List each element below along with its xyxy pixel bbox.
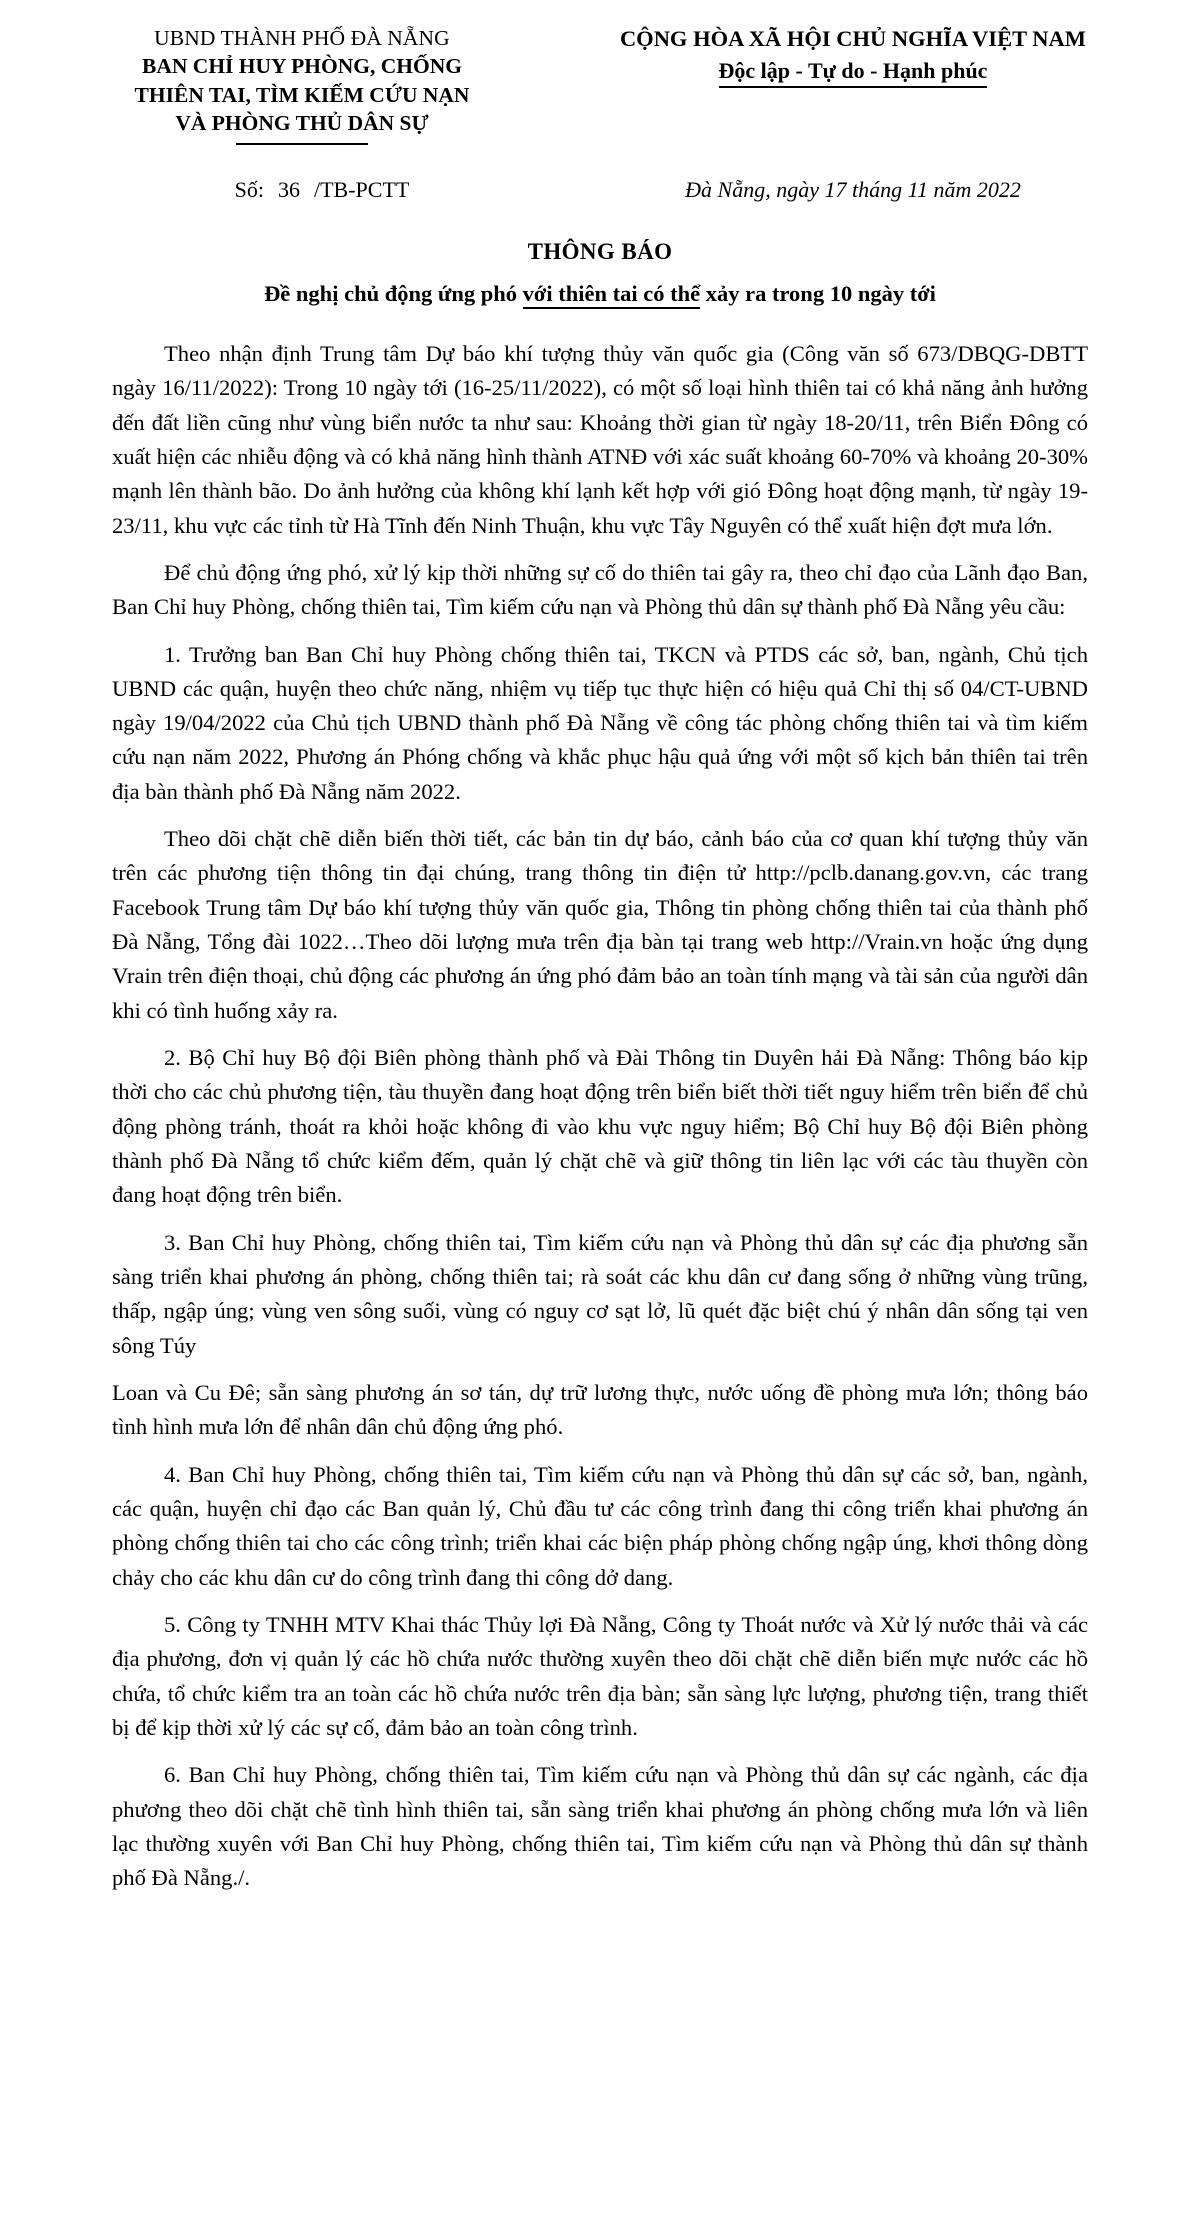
committee-name-line-2: THIÊN TAI, TÌM KIẾM CỨU NẠN <box>134 82 470 107</box>
body-paragraph: 5. Công ty TNHH MTV Khai thác Thủy lợi Đà Nẵng, Công ty Thoát nước và Xử lý nước thải và các địa phương, đơn vị quản lý các hồ chứa nước thường xuyên theo dõi chặt chẽ diễn biến mực nước các hồ chứa, tổ chức kiểm tra an toàn các hồ chứa nước trên địa bàn; sẵn sàng lực lượng, phương tiện, trang thiết bị để kịp thời xử lý các sự cố, đảm bảo an toàn công trình. <box>112 1612 1088 1741</box>
title-block <box>112 239 1088 309</box>
document-number-value: 36 <box>278 176 300 202</box>
header-divider-rule <box>236 143 368 145</box>
subtitle-underlined-part: với thiên tai có thể <box>523 281 700 309</box>
national-title: CỘNG HÒA XÃ HỘI CHỦ NGHĨA VIỆT NAM <box>619 26 1087 51</box>
document-type-title: THÔNG BÁO <box>527 238 673 264</box>
document-number-suffix: /TB-PCTT <box>314 176 410 202</box>
document-number-label: Số: <box>234 176 264 202</box>
national-motto: Độc lập - Tự do - Hạnh phúc <box>719 56 988 88</box>
committee-name-line-1: BAN CHỈ HUY PHÒNG, CHỐNG <box>142 54 462 79</box>
body-paragraph: 4. Ban Chỉ huy Phòng, chống thiên tai, Tìm kiếm cứu nạn và Phòng thủ dân sự các sở, ban, ngành, các quận, huyện chỉ đạo các Ban quản lý, Chủ đầu tư các công trình đang thi công triển khai phương án phòng chống thiên tai cho các công trình; triển khai các biện pháp phòng chống ngập úng, khơi thông dòng chảy cho các khu dân cư do công trình đang thi công dở dang. <box>112 1461 1088 1590</box>
subtitle-part-1: Đề nghị chủ động ứng phó <box>264 280 523 306</box>
body-paragraph: 3. Ban Chỉ huy Phòng, chống thiên tai, Tìm kiếm cứu nạn và Phòng thủ dân sự các địa phương sẵn sàng triển khai phương án phòng, chống thiên tai; rà soát các khu dân cư đang sống ở những vùng trũng, thấp, ngập úng; vùng ven sông suối, vùng có nguy cơ sạt lở, lũ quét đặc biệt chú ý nhân dân sống tại ven sông Túy <box>112 1229 1088 1358</box>
body-paragraph: Loan và Cu Đê; sẵn sàng phương án sơ tán, dự trữ lương thực, nước uống đề phòng mưa lớn; thông báo tình hình mưa lớn để nhân dân chủ động ứng phó. <box>112 1380 1088 1440</box>
body-paragraph: Theo dõi chặt chẽ diễn biến thời tiết, các bản tin dự báo, cảnh báo của cơ quan khí tượng thủy văn trên các phương tiện thông tin đại chúng, trang thông tin điện tử http://pclb.danang.gov.vn, các trang Facebook Trung tâm Dự báo khí tượng thủy văn quốc gia, Thông tin phòng chống thiên tai của thành phố Đà Nẵng, Tổng đài 1022…Theo dõi lượng mưa trên địa bàn tại trang web http://Vrain.vn hoặc ứng dụng Vrain trên điện thoại, chủ động các phương án ứng phó đảm bảo an toàn tính mạng và tài sản của người dân khi có tình huống xảy ra. <box>112 826 1088 1023</box>
document-number <box>112 177 532 203</box>
national-header-block <box>618 24 1088 88</box>
body-paragraph: 1. Trưởng ban Ban Chỉ huy Phòng chống thiên tai, TKCN và PTDS các sở, ban, ngành, Chủ tịch UBND các quận, huyện theo chức năng, nhiệm vụ tiếp tục thực hiện có hiệu quả Chỉ thị số 04/CT-UBND ngày 19/04/2022 của Chủ tịch UBND thành phố Đà Nẵng về công tác phòng chống thiên tai và tìm kiếm cứu nạn năm 2022, Phương án Phóng chống và khắc phục hậu quả ứng với một số kịch bản thiên tai trên địa bàn thành phố Đà Nẵng năm 2022. <box>112 641 1088 804</box>
subtitle-part-3: xảy ra trong 10 ngày tới <box>700 280 936 306</box>
body-paragraph: Để chủ động ứng phó, xử lý kịp thời những sự cố do thiên tai gây ra, theo chỉ đạo của Lãnh đạo Ban, Ban Chỉ huy Phòng, chống thiên tai, Tìm kiếm cứu nạn và Phòng thủ dân sự thành phố Đà Nẵng yêu cầu: <box>112 559 1088 620</box>
body-paragraph: 6. Ban Chỉ huy Phòng, chống thiên tai, Tìm kiếm cứu nạn và Phòng thủ dân sự các ngành, các địa phương theo dõi chặt chẽ tình hình thiên tai, sẵn sàng triển khai phương án phòng chống mưa lớn và liên lạc thường xuyên với Ban Chỉ huy Phòng, chống thiên tai, Tìm kiếm cứu nạn và Phòng thủ dân sự thành phố Đà Nẵng./. <box>112 1762 1088 1891</box>
parent-authority-name: UBND THÀNH PHỐ ĐÀ NẴNG <box>154 26 450 50</box>
issuing-authority-block <box>112 24 492 145</box>
body-paragraph: 2. Bộ Chỉ huy Bộ đội Biên phòng thành phố và Đài Thông tin Duyên hải Đà Nẵng: Thông báo kịp thời cho các chủ phương tiện, tàu thuyền đang hoạt động trên biển biết thời tiết nguy hiểm trên biển để chủ động phòng tránh, thoát ra khỏi hoặc không đi vào khu vực nguy hiểm; Bộ Chỉ huy Bộ đội Biên phòng thành phố Đà Nẵng tổ chức kiểm đếm, quản lý chặt chẽ và giữ thông tin liên lạc với các tàu thuyền còn đang hoạt động trên biển. <box>112 1045 1088 1208</box>
body-paragraph: Theo nhận định Trung tâm Dự báo khí tượng thủy văn quốc gia (Công văn số 673/DBQG-DBTT ngày 16/11/2022): Trong 10 ngày tới (16-25/11/2022), có một số loại hình thiên tai có khả năng ảnh hưởng đến đất liền cũng như vùng biển nước ta như sau: Khoảng thời gian từ ngày 18-20/11, trên Biển Đông có xuất hiện các nhiễu động và có khả năng hình thành ATNĐ với xác suất khoảng 60-70% và khoảng 20-30% mạnh lên thành bão. Do ảnh hưởng của không khí lạnh kết hợp với gió Đông hoạt động mạnh, từ ngày 19-23/11, khu vực các tỉnh từ Hà Tĩnh đến Ninh Thuận, khu vực Tây Nguyên có thể xuất hiện đợt mưa lớn. <box>112 340 1088 538</box>
document-body <box>112 337 1088 1896</box>
document-header <box>112 24 1088 145</box>
document-subtitle <box>112 279 1088 309</box>
document-meta-row <box>112 177 1088 203</box>
committee-name-line-3: VÀ PHÒNG THỦ DÂN SỰ <box>175 111 429 136</box>
place-and-date: Đà Nẵng, ngày 17 tháng 11 năm 2022 <box>685 176 1021 202</box>
